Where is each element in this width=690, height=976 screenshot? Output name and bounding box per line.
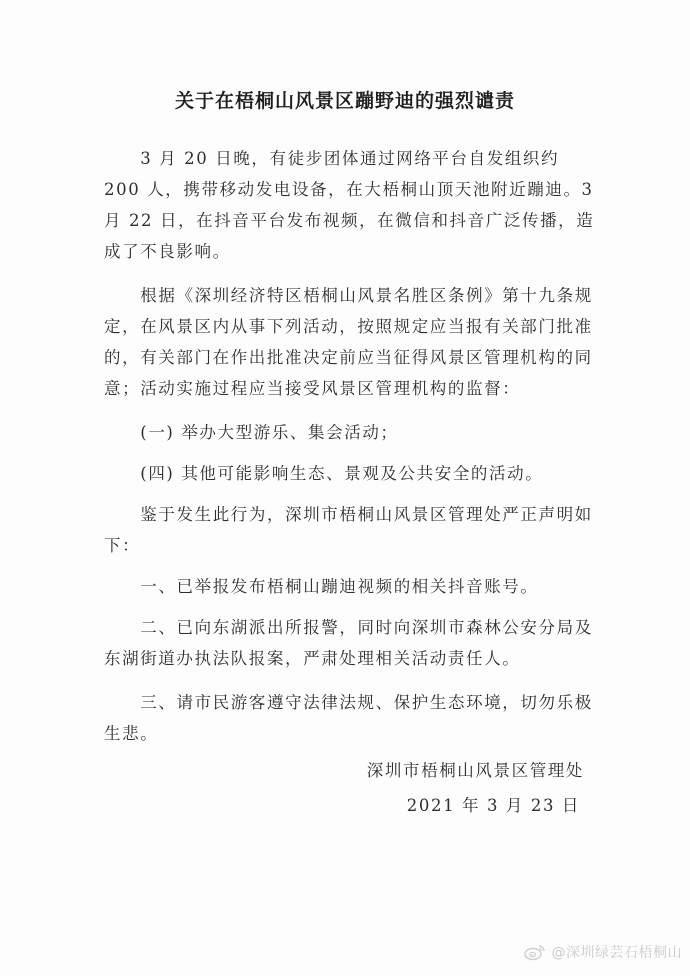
weibo-icon <box>524 943 546 961</box>
weibo-watermark <box>524 942 683 962</box>
paragraph-item-1: (一) 举办大型游乐、集会活动； <box>140 423 399 442</box>
paragraph-regulation: 根据《深圳经济特区梧桐山风景名胜区条例》第十九条规定，在风景区内从事下列活动，按照规定应当报有关部门批准的，有关部门在作出批准决定前应当征得风景区管理机构的同意；活动实施过程应当接受风景区管理机构的监督： <box>104 286 593 398</box>
paragraph-point-3: 三、请市民游客遵守法律法规、保护生态环境，切勿乐极生悲。 <box>104 693 593 743</box>
paragraph-statement-intro: 鉴于发生此行为，深圳市梧桐山风景区管理处严正声明如下： <box>104 505 593 555</box>
document-title: 关于在梧桐山风景区蹦野迪的强烈谴责 <box>174 90 515 112</box>
paragraph-point-2: 二、已向东湖派出所报警，同时向深圳市森林公安分局及东湖街道办执法队报案，严肃处理相关活动责任人。 <box>104 618 593 668</box>
signature-organization: 深圳市梧桐山风景区管理处 <box>366 761 584 780</box>
signature-date: 2021 年 3 月 23 日 <box>406 796 580 815</box>
document-body <box>104 143 599 762</box>
paragraph-point-1: 一、已举报发布梧桐山蹦迪视频的相关抖音账号。 <box>140 577 539 596</box>
paragraph-incident: 3 月 20 日晚，有徒步团体通过网络平台自发组织约 200 人，携带移动发电设备，在大梧桐山顶天池附近蹦迪。3 月 22 日，在抖音平台发布视频，在微信和抖音广泛传播，造成了不良影响。 <box>104 149 595 261</box>
paragraph-item-4: (四) 其他可能影响生态、景观及公共安全的活动。 <box>140 464 544 483</box>
watermark-text: @深圳绿芸石梧桐山 <box>551 945 682 961</box>
